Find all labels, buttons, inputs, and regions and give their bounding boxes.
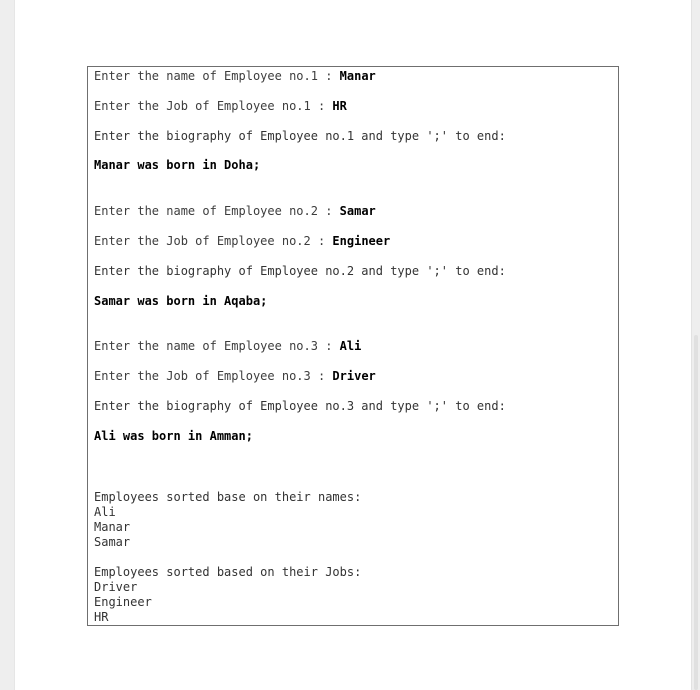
job-prompt: Enter the Job of Employee no.1 : xyxy=(94,99,333,113)
name-prompt: Enter the name of Employee no.2 : xyxy=(94,204,340,218)
name-input-line-2 xyxy=(94,204,376,219)
name-input-line-3 xyxy=(94,339,361,354)
console-output-box xyxy=(87,66,619,626)
bio-answer-line-2: Samar was born in Aqaba; xyxy=(94,294,268,308)
sorted-name-item: Samar xyxy=(94,535,131,549)
job-answer: HR xyxy=(332,99,347,113)
bio-prompt-line-3: Enter the biography of Employee no.3 and type ';' to end: xyxy=(94,399,506,413)
name-prompt: Enter the name of Employee no.3 : xyxy=(94,339,340,353)
bio-answer-line-1: Manar was born in Doha; xyxy=(94,158,261,172)
job-prompt: Enter the Job of Employee no.3 : xyxy=(94,369,333,383)
sorted-names-heading: Employees sorted base on their names: xyxy=(94,490,362,504)
name-input-line-1 xyxy=(94,69,376,84)
bio-answer-line-3: Ali was born in Amman; xyxy=(94,429,253,443)
job-prompt: Enter the Job of Employee no.2 : xyxy=(94,234,333,248)
sorted-name-item: Manar xyxy=(94,520,131,534)
name-prompt: Enter the name of Employee no.1 : xyxy=(94,69,340,83)
sorted-name-item: Ali xyxy=(94,505,116,519)
sorted-job-item: HR xyxy=(94,610,109,624)
bio-prompt-line-1: Enter the biography of Employee no.1 and type ';' to end: xyxy=(94,129,506,143)
name-answer: Samar xyxy=(339,204,376,218)
job-input-line-2 xyxy=(94,234,390,249)
sorted-jobs-heading: Employees sorted based on their Jobs: xyxy=(94,565,362,579)
sorted-job-item: Engineer xyxy=(94,595,152,609)
job-input-line-3 xyxy=(94,369,376,384)
bio-prompt-line-2: Enter the biography of Employee no.2 and type ';' to end: xyxy=(94,264,506,278)
name-answer: Ali xyxy=(339,339,362,353)
name-answer: Manar xyxy=(339,69,376,83)
scrollbar[interactable] xyxy=(694,335,698,690)
job-answer: Driver xyxy=(332,369,376,383)
sorted-job-item: Driver xyxy=(94,580,138,594)
job-input-line-1 xyxy=(94,99,347,114)
job-answer: Engineer xyxy=(332,234,391,248)
